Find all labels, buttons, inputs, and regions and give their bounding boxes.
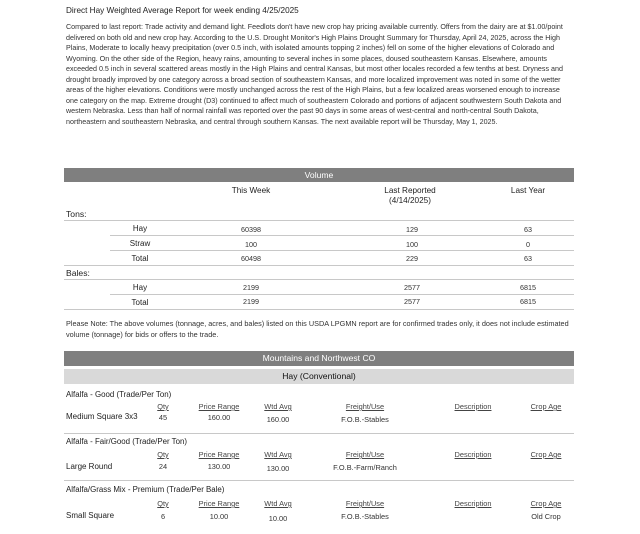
col-last-reported-label: Last Reported <box>384 186 436 195</box>
tons-straw-last-reported: 100 <box>406 240 418 249</box>
col-crop-age: Crop Age <box>530 402 562 411</box>
section-title: Alfalfa/Grass Mix - Premium (Trade/Per Bale) <box>66 485 225 494</box>
report-title: Direct Hay Weighted Average Report for week ending 4/25/2025 <box>66 6 299 15</box>
crop-age-value: Old Crop <box>531 512 561 521</box>
divider <box>110 235 574 236</box>
wtd-avg-value: 130.00 <box>266 464 290 473</box>
bales-hay-last-year: 6815 <box>520 283 536 292</box>
bales-hay-label: Hay <box>132 283 148 292</box>
region-heading: Mountains and Northwest CO <box>64 351 574 366</box>
col-crop-age: Crop Age <box>530 450 562 459</box>
qty-value: 24 <box>158 462 168 471</box>
section-title: Alfalfa - Good (Trade/Per Ton) <box>66 390 172 399</box>
col-wtd-avg: Wtd Avg <box>264 450 292 459</box>
product-name: Medium Square 3x3 <box>66 412 138 421</box>
qty-value: 6 <box>160 512 166 521</box>
col-last-year: Last Year <box>510 186 546 195</box>
bales-total-last-year: 6815 <box>520 297 536 306</box>
col-wtd-avg: Wtd Avg <box>264 402 292 411</box>
freight-value: F.O.B.-Stables <box>341 512 389 521</box>
col-freight: Freight/Use <box>345 499 385 508</box>
col-qty: Qty <box>157 499 169 508</box>
divider <box>64 220 574 221</box>
section-title: Alfalfa - Fair/Good (Trade/Per Ton) <box>66 437 188 446</box>
col-qty: Qty <box>157 402 169 411</box>
tons-straw-label: Straw <box>129 239 151 248</box>
col-freight: Freight/Use <box>345 402 385 411</box>
volume-note: Please Note: The above volumes (tonnage, acres, and bales) listed on this USDA LPGMN report are for confirmed trades only, it does not include estimated volume (tonnage) for bids or offers to the trade. <box>66 319 569 339</box>
bales-total-last-reported: 2577 <box>404 297 420 306</box>
bales-total-this-week: 2199 <box>243 297 259 306</box>
qty-value: 45 <box>158 413 168 422</box>
bales-total-label: Total <box>131 298 149 307</box>
report-summary: Compared to last report: Trade activity and demand light. Feedlots don't have new crop hay pricing available currently. Offers from the dairy are at $1.00/point delivered on both old and new crop hay. According to the U.S. Drought Monitor's High Plains Drought Summary for Thursday, April 24, 2025, across the High Plains, Moderate to locally heavy precipitation (over 0.5 inch, with isolated amounts topping 2 inches) fell on some of the higher elevations of Colorado and Wyoming. On the other side of the Region, heavy rains, amounting to several inches in some places, doused southeastern Kansas. Elsewhere, amounts exceeded 0.5 inch in several scattered areas mostly in the High Plains and central Kansas, but most other locales recorded a few tenths at best. Dryness and drought broadly improved by one category across a broad section of southeastern Kansas, and more localized improvement was noted in some of the wetter areas of the higher elevations. Conditions were mostly unchanged across the rest of the High Plains, but a few localized areas worsened enough to increase one category on the map. Extreme drought (D3) continued to affect much of southeastern Colorado and portions of adjacent southwestern South Dakota and western Nebraska. Less than half of normal rainfall was reported over the past 90 days in some areas of west-central and north-central South Dakota, northeastern and southeastern Nebraska, and central through southern Kansas. The next available report will be Thursday, May 1, 2025. <box>66 23 563 126</box>
divider <box>64 433 574 434</box>
region-subheading: Hay (Conventional) <box>64 369 574 384</box>
tons-total-this-week: 60498 <box>241 254 261 263</box>
col-crop-age: Crop Age <box>530 499 562 508</box>
col-wtd-avg: Wtd Avg <box>264 499 292 508</box>
tons-straw-last-year: 0 <box>526 240 530 249</box>
divider <box>64 480 574 481</box>
col-this-week: This Week <box>231 186 271 195</box>
divider <box>64 309 574 310</box>
col-last-reported-date: (4/14/2025) <box>389 195 431 205</box>
col-price-range: Price Range <box>198 499 240 508</box>
tons-total-last-year: 63 <box>524 254 532 263</box>
wtd-avg-value: 10.00 <box>268 514 288 523</box>
col-description: Description <box>454 402 492 411</box>
volume-heading: Volume <box>64 168 574 182</box>
col-qty: Qty <box>157 450 169 459</box>
bales-hay-last-reported: 2577 <box>404 283 420 292</box>
divider <box>110 294 574 295</box>
col-price-range: Price Range <box>198 402 240 411</box>
price-range-value: 160.00 <box>207 413 231 422</box>
divider <box>64 279 574 280</box>
divider <box>110 250 574 251</box>
col-last-reported <box>370 186 450 205</box>
tons-total-last-reported: 229 <box>406 254 418 263</box>
col-freight: Freight/Use <box>345 450 385 459</box>
product-name: Large Round <box>66 462 113 471</box>
col-description: Description <box>454 499 492 508</box>
freight-value: F.O.B.-Stables <box>341 415 389 424</box>
product-name: Small Square <box>66 511 115 520</box>
bales-label: Bales: <box>66 268 90 278</box>
tons-hay-last-reported: 129 <box>406 225 418 234</box>
price-range-value: 130.00 <box>207 462 231 471</box>
tons-hay-label: Hay <box>132 224 148 233</box>
col-description: Description <box>454 450 492 459</box>
price-range-value: 10.00 <box>209 512 229 521</box>
tons-hay-last-year: 63 <box>524 225 532 234</box>
tons-straw-this-week: 100 <box>245 240 257 249</box>
bales-hay-this-week: 2199 <box>243 283 259 292</box>
col-price-range: Price Range <box>198 450 240 459</box>
tons-total-label: Total <box>131 254 149 263</box>
tons-label: Tons: <box>66 209 87 219</box>
wtd-avg-value: 160.00 <box>266 415 290 424</box>
freight-value: F.O.B.-Farm/Ranch <box>333 463 397 472</box>
tons-hay-this-week: 60398 <box>241 225 261 234</box>
divider <box>64 265 574 266</box>
